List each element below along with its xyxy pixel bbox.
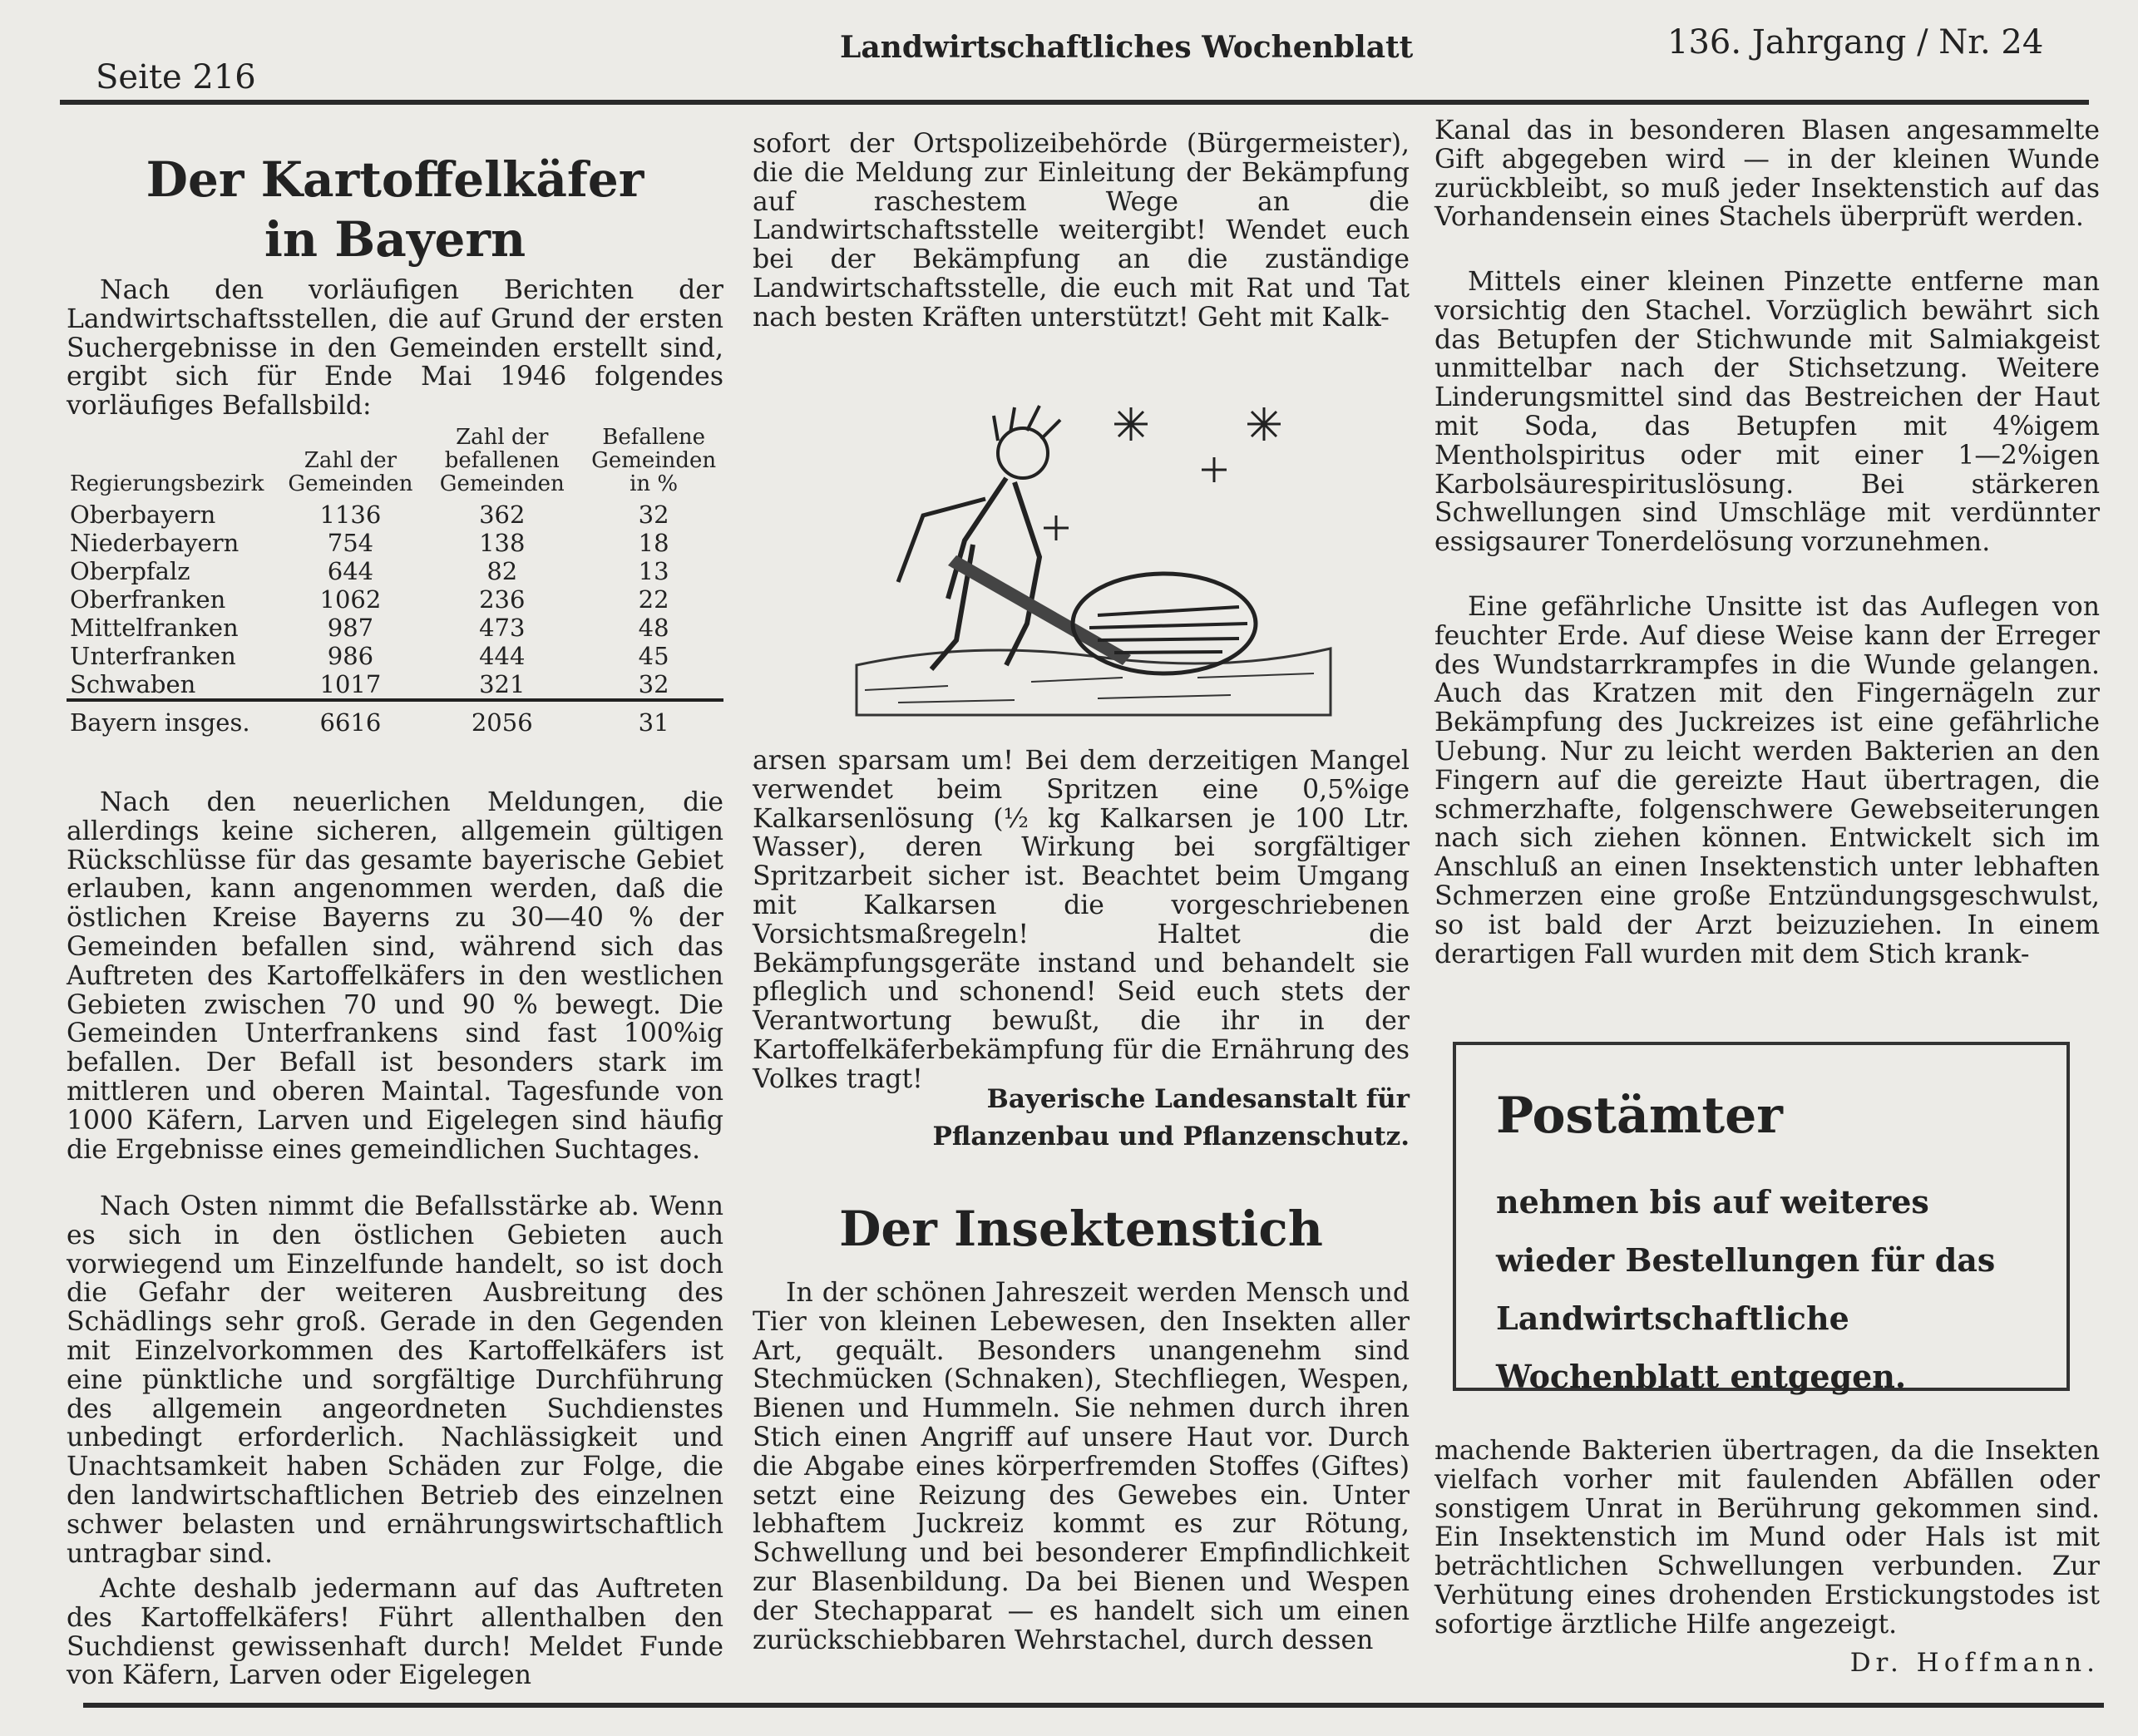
cell-gemeinden: 986	[327, 642, 374, 670]
col-header-gemeinden: Zahl der Gemeinden	[288, 448, 413, 496]
cell-bezirk: Schwaben	[70, 670, 196, 698]
cell-befallen: 138	[479, 529, 526, 557]
notice-body: nehmen bis auf weiteres wieder Bestellungen für das Landwirtschaftliche Wochenblatt entgegen.	[1496, 1183, 1996, 1395]
cell-bezirk: Mittelfranken	[70, 614, 239, 642]
notice-box	[1453, 1042, 2070, 1395]
kartoffel-title-line2: in Bayern	[264, 211, 526, 268]
cell-befallen: 2056	[420, 700, 584, 737]
header-rule	[60, 100, 2089, 105]
kartoffel-continued-top: sofort der Ortspolizeibehörde (Bürgermeister), die die Meldung zur Einleitung der Bekämpfung auf raschestem Wege an die Landwirtschaftsstelle weitergibt! Wendet euch bei der Bekämpfung an die zuständige Landwirtschaftsstelle, die euch mit Rat und Tat nach besten Kräften unterstützt! Geht mit Kalk-	[753, 129, 1410, 333]
cell-gemeinden: 754	[327, 529, 374, 557]
insekt-continued-1: Kanal das in besonderen Blasen angesammelte Gift abgegeben wird — in der kleinen Wunde zurückbleibt, so muß jeder Insektenstich auf das Vorhandensein eines Stachels überprüft werden.	[1434, 116, 2100, 233]
cell-bezirk: Oberpfalz	[70, 557, 190, 585]
cell-gemeinden: 6616	[281, 700, 421, 737]
cell-befallen: 321	[479, 670, 526, 698]
cell-prozent: 22	[638, 585, 669, 614]
cell-gemeinden: 644	[327, 557, 374, 585]
table-row	[67, 557, 723, 585]
insekt-paragraph-1: In der schönen Jahreszeit werden Mensch und Tier von kleinen Lebewesen, den Insekten aller Art, gequält. Besonders unangenehm sind Stechmücken (Schnaken), Stechfliegen, Wespen, Bienen und Hummeln. Sie nehmen durch ihren Stich einen Angriff auf unsere Haut vor. Durch die Abgabe eines körperfremden Stoffes (Giftes) setzt eine Reizung des Gewebes ein. Unter lebhaftem Juckreiz kommt es zur Rötung, Schwellung und bei besonderer Empfindlichkeit zur Blasenbildung. Da bei Bienen und Wespen der Stechapparat — es handelt sich um einen zurückschiebbaren Wehrstachel, durch dessen	[753, 1278, 1410, 1655]
cell-prozent: 32	[638, 501, 669, 529]
table-row	[67, 614, 723, 642]
cell-bezirk: Unterfranken	[70, 642, 236, 670]
cell-befallen: 236	[479, 585, 526, 614]
kartoffel-paragraph-2: Nach Osten nimmt die Befallsstärke ab. Wenn es sich in den östlichen Gebieten auch vorwiegend um Einzelfunde handelt, so ist doch die Gefahr der weiteren Ausbreitung des Schädlings sehr groß. Gerade in den Gegenden mit Einzelvorkommen des Kartoffelkäfers ist eine pünktliche und sorgfältige Durchführung des allgemein angeordneten Suchdienstes unbedingt erforderlich. Nachlässigkeit und Unachtsamkeit haben Schäden zur Folge, die den landwirtschaftlichen Betrieb des einzelnen schwer belasten und ernährungswirtschaftlich untragbar sind.	[67, 1191, 723, 1569]
cell-prozent: 31	[584, 700, 723, 737]
cell-bezirk: Oberfranken	[70, 585, 226, 614]
cell-bezirk: Oberbayern	[70, 501, 216, 529]
insekt-paragraph-2: Mittels einer kleinen Pinzette entferne man vorsichtig den Stachel. Vorzüglich bewährt sich das Betupfen der Stichwunde mit Salmiakgeist unmittelbar nach der Stichsetzung. Weitere Linderungsmittel sind das Bestreichen der Haut mit Soda, das Betupfen mit 4%igem Mentholspiritus oder mit einer 1—2%igen Karbolsäurespirituslösung. Bei stärkeren Schwellungen sind Umschläge mit verdünnter essigsaurer Tonerdelösung vorzunehmen.	[1434, 267, 2100, 558]
insekt-author: Dr. Hoffmann.	[1849, 1648, 2100, 1678]
cell-prozent: 32	[638, 670, 669, 698]
table-total-row	[67, 700, 723, 737]
insekt-title: Der Insektenstich	[839, 1201, 1323, 1257]
kartoffel-title-line1: Der Kartoffelkäfer	[146, 151, 644, 208]
notice-title: Postämter	[1496, 1087, 1783, 1145]
cell-befallen: 362	[479, 501, 526, 529]
kartoffel-paragraph-3: Achte deshalb jedermann auf das Auftreten des Kartoffelkäfers! Führt allenthalben den Suchdienst gewissenhaft durch! Meldet Funde von Käfern, Larven oder Eigelegen	[67, 1574, 723, 1691]
page-number: Seite 216	[96, 58, 256, 96]
cell-befallen: 444	[479, 642, 526, 670]
table-row	[67, 585, 723, 614]
col-header-befallen: Zahl der befallenen Gemeinden	[439, 425, 565, 496]
col-header-bezirk: Regierungsbezirk	[70, 471, 264, 496]
table-row	[67, 642, 723, 670]
cell-befallen: 82	[486, 557, 518, 585]
issue-number: 136. Jahrgang / Nr. 24	[1667, 23, 2044, 62]
befall-table	[67, 426, 723, 737]
newspaper-title: Landwirtschaftliches Wochenblatt	[840, 30, 1414, 65]
signature-line-2: Pflanzenbau und Pflanzenschutz.	[932, 1122, 1410, 1152]
table-row	[67, 501, 723, 529]
signature-line-1: Bayerische Landesanstalt für	[986, 1084, 1410, 1114]
cell-gemeinden: 987	[327, 614, 374, 642]
insekt-continued-2: machende Bakterien übertragen, da die Insekten vielfach vorher mit faulenden Abfällen oder sonstigem Unrat in Berührung gekommen sind. Ein Insektenstich im Mund oder Hals ist mit beträchtlichen Schwellungen verbunden. Zur Verhütung eines drohenden Erstickungstodes ist sofortige ärztliche Hilfe angezeigt.	[1434, 1436, 2100, 1640]
cell-prozent: 13	[638, 557, 669, 585]
farmer-beetle-illustration	[848, 391, 1339, 723]
kartoffel-intro: Nach den vorläufigen Berichten der Landwirtschaftsstellen, die auf Grund der ersten Suchergebnisse in den Gemeinden erstellt sind, ergibt sich für Ende Mai 1946 folgendes vorläufiges Befallsbild:	[67, 275, 723, 422]
illustration-farmer-beetle	[848, 391, 1339, 723]
cell-befallen: 473	[479, 614, 526, 642]
kartoffel-continued-bottom: arsen sparsam um! Bei dem derzeitigen Mangel verwendet beim Spritzen eine 0,5%ige Kalkarsenlösung (½ kg Kalkarsen je 100 Ltr. Wasser), deren Wirkung bei sorgfältiger Spritzarbeit sicher ist. Beachtet beim Umgang mit Kalkarsen die vorgeschriebenen Vorsichtsmaßregeln! Haltet die Bekämpfungsgeräte instand und behandelt sie pfleglich und schonend! Seid euch stets der Verantwortung bewußt, die ihr in der Kartoffelkäferbekämpfung für die Ernährung des Volkes tragt!	[753, 746, 1410, 1094]
cell-prozent: 18	[638, 529, 669, 557]
cell-gemeinden: 1136	[319, 501, 382, 529]
kartoffel-title	[67, 150, 723, 269]
table-row	[67, 529, 723, 557]
table-row	[67, 670, 723, 700]
cell-gemeinden: 1017	[319, 670, 382, 698]
cell-bezirk: Bayern insges.	[67, 700, 281, 737]
kartoffel-paragraph-1: Nach den neuerlichen Meldungen, die allerdings keine sicheren, allgemein gültigen Rückschlüsse für das gesamte bayerische Gebiet erlauben, kann angenommen werden, daß die östlichen Kreise Bayerns zu 30—40 % der Gemeinden befallen sind, während sich das Auftreten des Kartoffelkäfers in den westlichen Gebieten zwischen 70 und 90 % bewegt. Die Gemeinden Unterfrankens sind fast 100%ig befallen. Der Befall ist besonders stark im mittleren und oberen Maintal. Tagesfunde von 1000 Käfern, Larven und Eigelegen sind häufig die Ergebnisse eines gemeindlichen Suchtages.	[67, 787, 723, 1165]
table-header-row	[67, 426, 723, 501]
cell-gemeinden: 1062	[319, 585, 382, 614]
col-header-prozent: Befallene Gemeinden in %	[591, 425, 717, 496]
cell-prozent: 48	[638, 614, 669, 642]
cell-bezirk: Niederbayern	[70, 529, 239, 557]
footer-rule	[83, 1703, 2104, 1708]
cell-prozent: 45	[638, 642, 669, 670]
insekt-paragraph-3: Eine gefährliche Unsitte ist das Auflegen von feuchter Erde. Auf diese Weise kann der Erreger des Wundstarrkrampfes in die Wunde gelangen. Auch das Kratzen mit den Fingernägeln zur Bekämpfung des Juckreizes ist eine gefährliche Uebung. Nur zu leicht werden Bakterien an den Fingern auf die gereizte Haut übertragen, die schmerzhafte, folgenschwere Gewebseiterungen nach sich ziehen können. Entwickelt sich im Anschluß an einen Insektenstich unter lebhaften Schmerzen eine große Entzündungsgeschwulst, so ist bald der Arzt beizuziehen. In einem derartigen Fall wurden mit dem Stich krank-	[1434, 592, 2100, 969]
kartoffel-signature	[753, 1081, 1410, 1156]
